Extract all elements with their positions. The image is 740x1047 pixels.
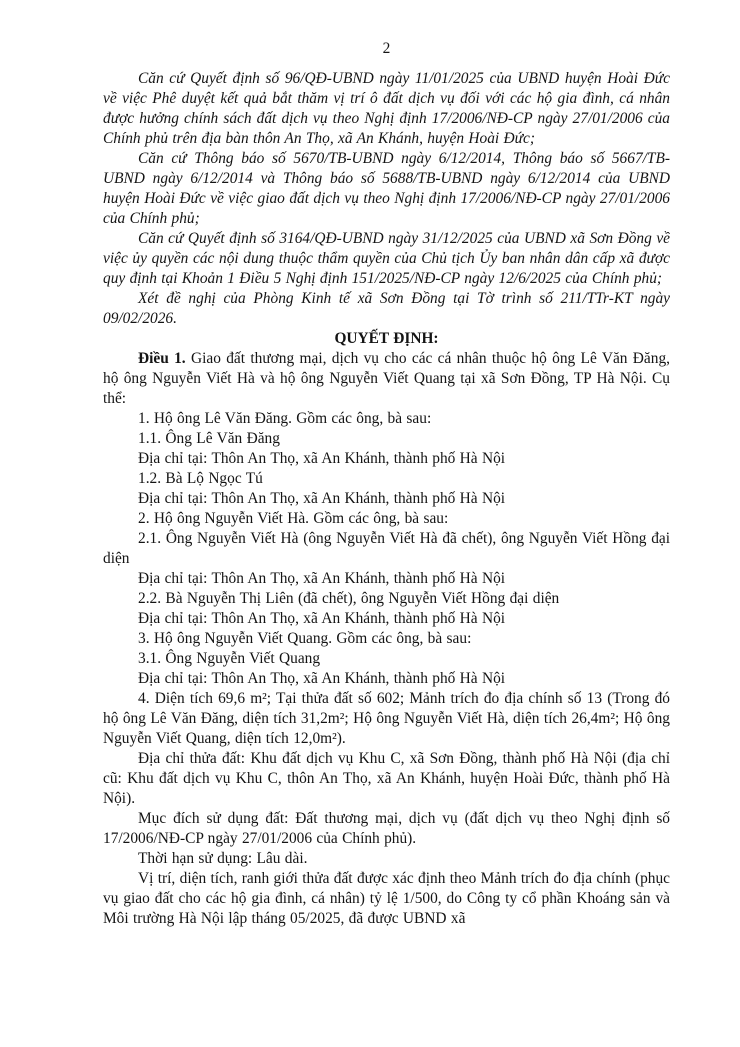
land-address (103, 749, 670, 809)
paragraph-text: 2.1. Ông Nguyễn Viết Hà (ông Nguyễn Viết Hà đã chết), ông Nguyễn Viết Hồng đại diện (103, 530, 670, 567)
address (103, 669, 670, 689)
land-duration (103, 849, 670, 869)
document-body (103, 69, 670, 929)
page-number: 2 (382, 40, 391, 57)
person-2-2 (103, 589, 670, 609)
paragraph-text: Căn cứ Quyết định số 3164/QĐ-UBND ngày 31/12/2025 của UBND xã Sơn Đồng về việc ủy quyền các nội dung thuộc thẩm quyền của Chủ tịch Ủy ban nhân dân cấp xã được quy định tại Khoản 1 Điều 5 Nghị định 151/2025/NĐ-CP ngày 12/6/2025 của Chính phủ; (103, 230, 670, 287)
paragraph-text: 2. Hộ ông Nguyễn Viết Hà. Gồm các ông, bà sau: (138, 510, 449, 527)
paragraph-text: 3. Hộ ông Nguyễn Viết Quang. Gồm các ông, bà sau: (138, 630, 472, 647)
paragraph-text: 3.1. Ông Nguyễn Viết Quang (138, 650, 321, 667)
article-label: Điều 1. (138, 350, 186, 367)
paragraph-text: Căn cứ Quyết định số 96/QĐ-UBND ngày 11/01/2025 của UBND huyện Hoài Đức về việc Phê duyệt kết quả bắt thăm vị trí ô đất dịch vụ đối với các hộ gia đình, cá nhân được hưởng chính sách đất dịch vụ theo Nghị định 17/2006/NĐ-CP ngày 27/01/2006 của Chính phủ trên địa bàn thôn An Thọ, xã An Khánh, huyện Hoài Đức; (103, 70, 670, 147)
paragraph-text: Mục đích sử dụng đất: Đất thương mại, dịch vụ (đất dịch vụ theo Nghị định số 17/2006/NĐ-CP ngày 27/01/2006 của Chính phủ). (103, 810, 670, 847)
address (103, 489, 670, 509)
land-boundary (103, 869, 670, 929)
paragraph-text: Địa chỉ thửa đất: Khu đất dịch vụ Khu C, xã Sơn Đồng, thành phố Hà Nội (địa chỉ cũ: Khu đất dịch vụ Khu C, thôn An Thọ, xã An Khánh, huyện Hoài Đức, thành phố Hà Nội). (103, 750, 670, 807)
article-1 (103, 349, 670, 409)
household-3 (103, 629, 670, 649)
household-2 (103, 509, 670, 529)
paragraph-text: Vị trí, diện tích, ranh giới thửa đất được xác định theo Mảnh trích đo địa chính (phục vụ giao đất cho các hộ gia đình, cá nhân) tỷ lệ 1/500, do Công ty cổ phần Khoáng sản và Môi trường Hà Nội lập tháng 05/2025, đã được UBND xã (103, 870, 670, 927)
recital-quyet-dinh-96 (103, 69, 670, 149)
decision-heading (103, 329, 670, 349)
paragraph-text: 2.2. Bà Nguyễn Thị Liên (đã chết), ông Nguyễn Viết Hồng đại diện (138, 590, 560, 607)
paragraph-text: Xét đề nghị của Phòng Kinh tế xã Sơn Đồng tại Tờ trình số 211/TTr-KT ngày 09/02/2026. (103, 290, 670, 327)
person-2-1 (103, 529, 670, 569)
paragraph-text: 1.1. Ông Lê Văn Đăng (138, 430, 280, 447)
land-area (103, 689, 670, 749)
paragraph-text: Địa chỉ tại: Thôn An Thọ, xã An Khánh, thành phố Hà Nội (138, 670, 506, 687)
recital-xet-de-nghi (103, 289, 670, 329)
paragraph-text: 1. Hộ ông Lê Văn Đăng. Gồm các ông, bà sau: (138, 410, 432, 427)
paragraph-text: Giao đất thương mại, dịch vụ cho các cá nhân thuộc hộ ông Lê Văn Đăng, hộ ông Nguyễn Viết Hà và hộ ông Nguyễn Viết Quang tại xã Sơn Đồng, TP Hà Nội. Cụ thể: (103, 350, 670, 407)
paragraph-text: Căn cứ Thông báo số 5670/TB-UBND ngày 6/12/2014, Thông báo số 5667/TB-UBND ngày 6/12/2014 và Thông báo số 5688/TB-UBND ngày 6/12/2014 của UBND huyện Hoài Đức về việc giao đất dịch vụ theo Nghị định 17/2006/NĐ-CP ngày 27/01/2006 của Chính phủ; (103, 150, 670, 227)
paragraph-text: Địa chỉ tại: Thôn An Thọ, xã An Khánh, thành phố Hà Nội (138, 570, 506, 587)
paragraph-text: QUYẾT ĐỊNH: (334, 330, 439, 347)
person-1-2 (103, 469, 670, 489)
address (103, 569, 670, 589)
recital-thong-bao (103, 149, 670, 229)
person-1-1 (103, 429, 670, 449)
paragraph-text: Thời hạn sử dụng: Lâu dài. (138, 850, 308, 867)
page-content (103, 40, 670, 929)
paragraph-text: Địa chỉ tại: Thôn An Thọ, xã An Khánh, thành phố Hà Nội (138, 610, 506, 627)
paragraph-text: Địa chỉ tại: Thôn An Thọ, xã An Khánh, thành phố Hà Nội (138, 450, 506, 467)
paragraph-text: 1.2. Bà Lộ Ngọc Tú (138, 470, 263, 487)
address (103, 609, 670, 629)
paragraph-text: Địa chỉ tại: Thôn An Thọ, xã An Khánh, thành phố Hà Nội (138, 490, 506, 507)
recital-quyet-dinh-3164 (103, 229, 670, 289)
address (103, 449, 670, 469)
paragraph-text: 4. Diện tích 69,6 m²; Tại thửa đất số 602; Mảnh trích đo địa chính số 13 (Trong đó hộ ông Lê Văn Đăng, diện tích 31,2m²; Hộ ông Nguyễn Viết Hà, diện tích 26,4m²; Hộ ông Nguyễn Viết Quang, diện tích 12,0m²). (103, 690, 670, 747)
household-1 (103, 409, 670, 429)
land-purpose (103, 809, 670, 849)
person-3-1 (103, 649, 670, 669)
